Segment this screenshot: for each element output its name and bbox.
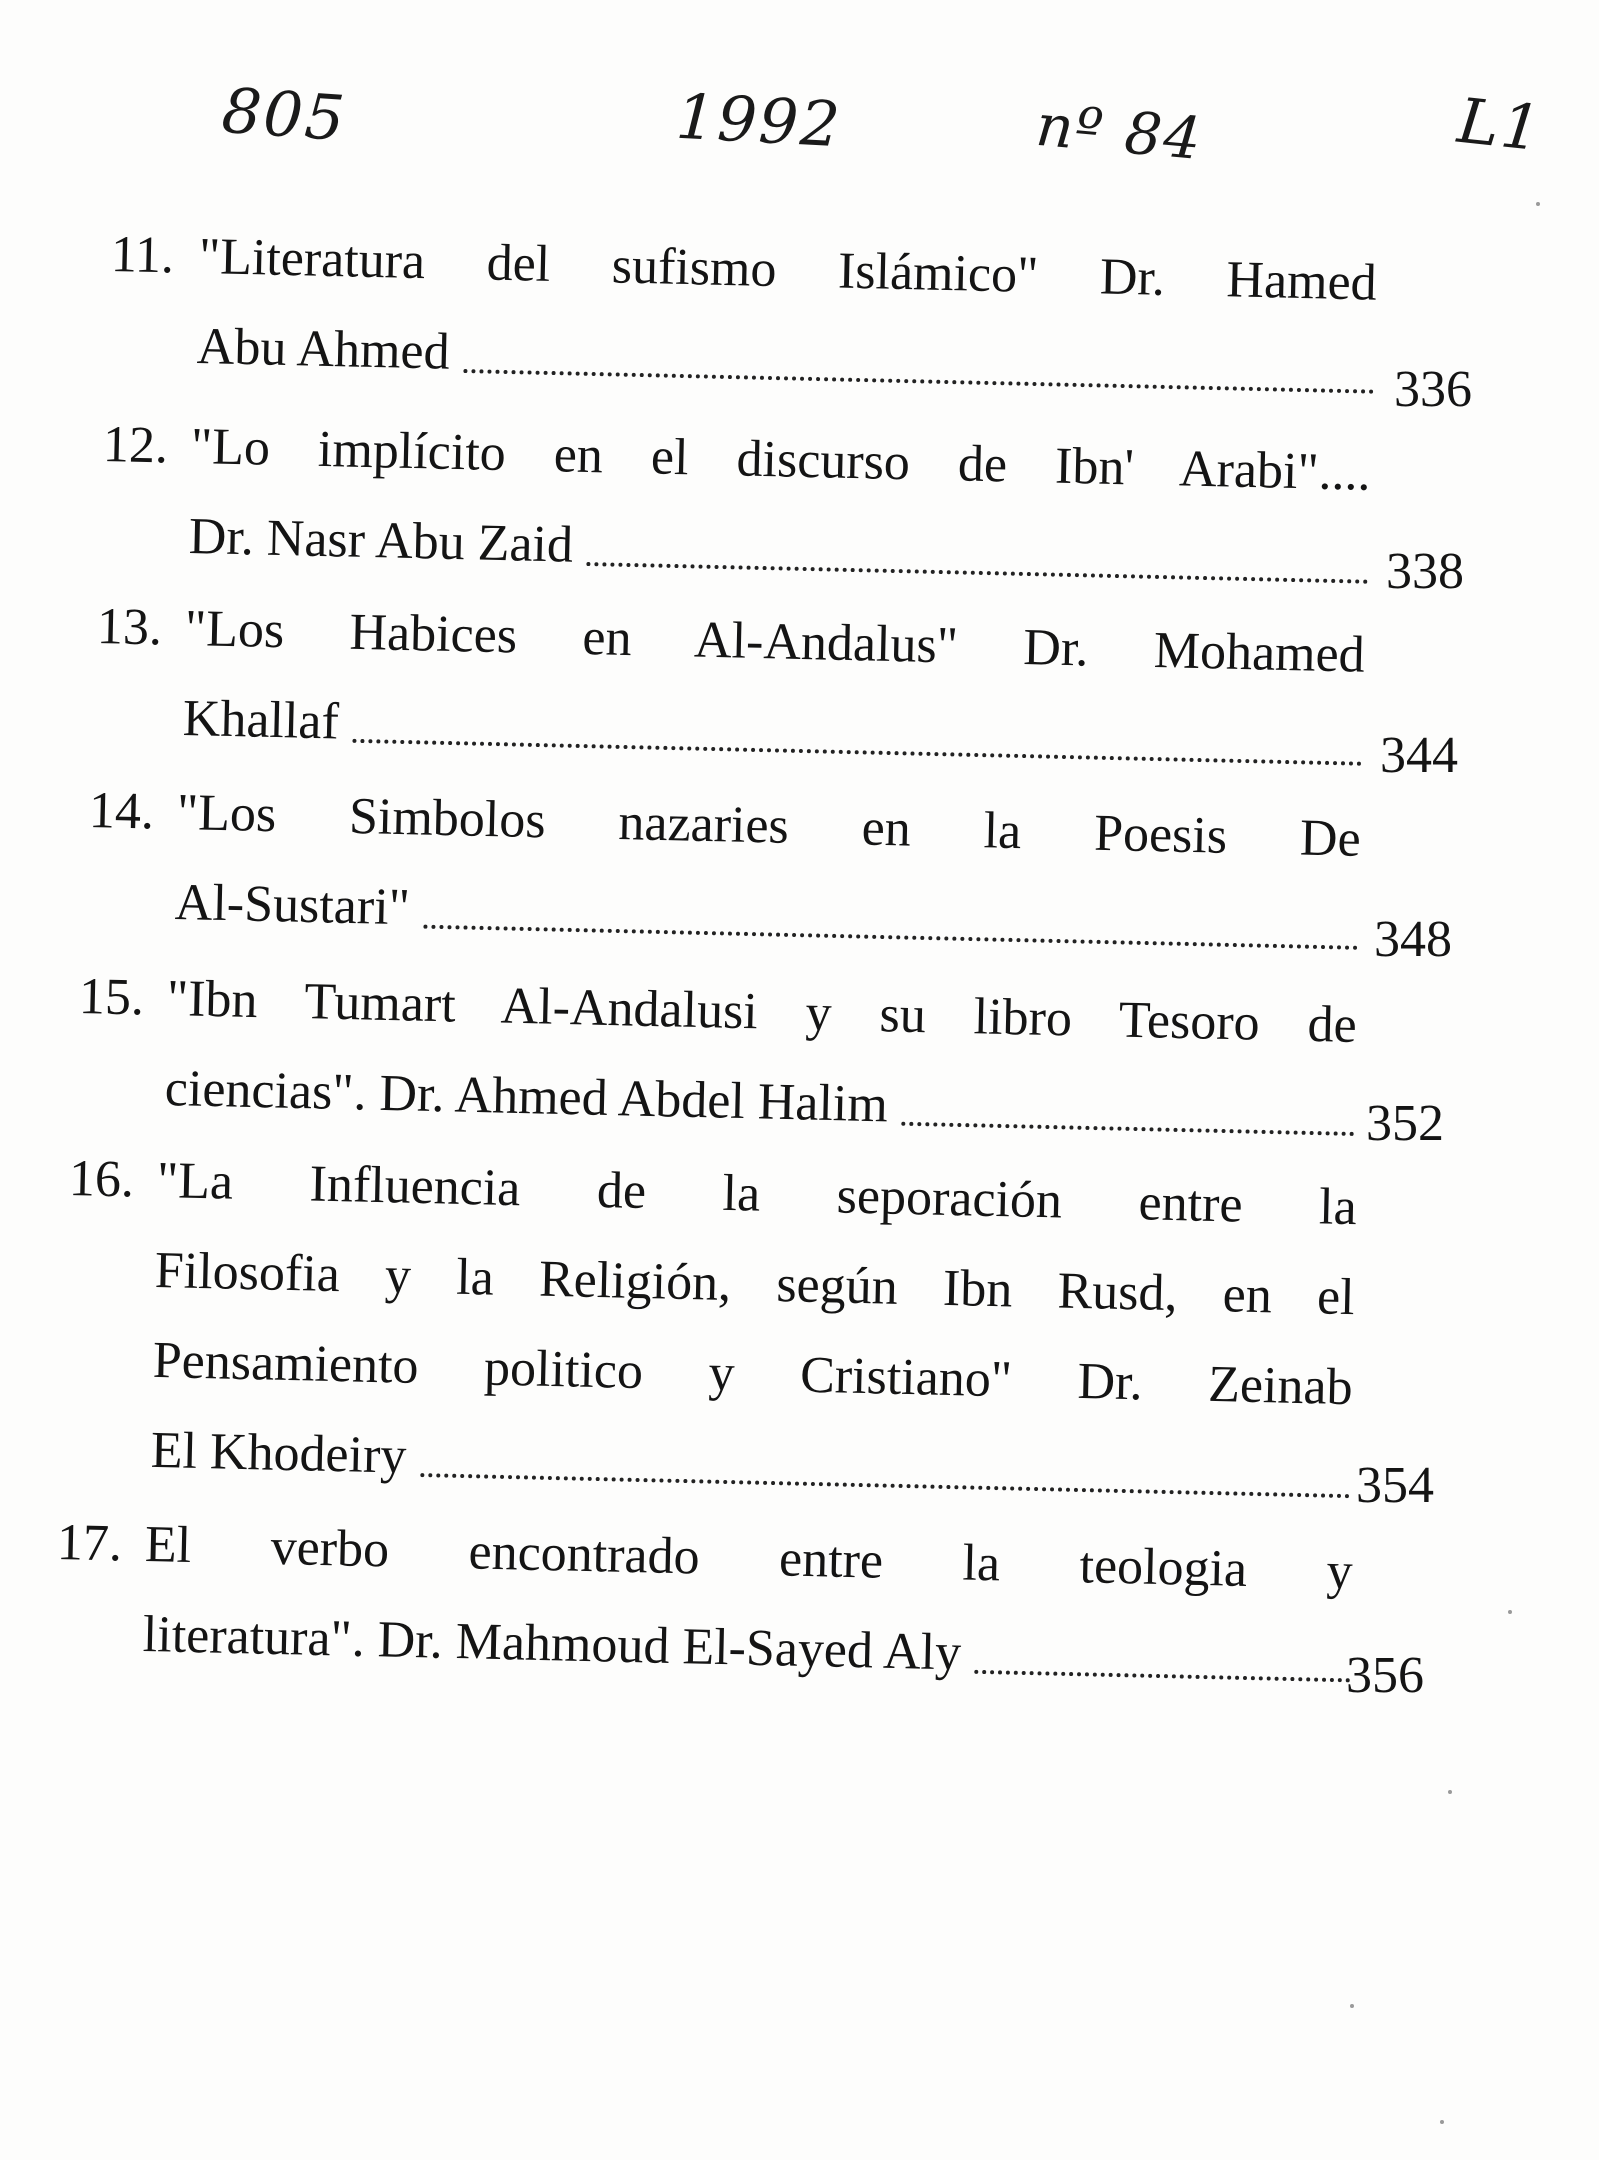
handwritten-note-year: 1992 <box>674 79 844 162</box>
handwritten-notes <box>0 60 1599 200</box>
entry-title <box>150 1136 1358 1523</box>
entry-title-line-text: literatura". Dr. Mahmoud El-Sayed Aly <box>142 1605 962 1682</box>
scan-speck <box>1448 1790 1452 1794</box>
entry-title-line-text: ciencias". Dr. Ahmed Abdel Halim <box>164 1059 889 1134</box>
entry-title-line: El verbo encontrado entre la teologia y <box>144 1515 1354 1601</box>
handwritten-note-number: nº 84 <box>1033 90 1206 174</box>
page-number: 348 <box>1374 911 1452 968</box>
handwritten-note-ref: 805 <box>219 73 349 156</box>
page-number: 338 <box>1386 543 1464 600</box>
dot-leader <box>975 1670 1351 1683</box>
scan-speck <box>1508 1610 1512 1614</box>
entry-number: 17. <box>56 1513 123 1573</box>
entry-title-line: "Lo implícito en el discurso de Ibn' Arabi".... <box>190 417 1372 502</box>
entry-title-line: "Los Habices en Al-Andalus" Dr. Mohamed <box>184 599 1366 684</box>
entry-title-line: Pensamiento politico y Cristiano" Dr. Zeinab <box>152 1331 1354 1417</box>
page-number: 336 <box>1394 361 1472 418</box>
dot-leader <box>463 369 1374 394</box>
page-number: 352 <box>1366 1095 1444 1152</box>
entry-number: 16. <box>68 1149 135 1209</box>
entry-title <box>174 768 1362 975</box>
entry-title-line: "Literatura del sufismo Islámico" Dr. Hamed <box>198 227 1378 312</box>
page-number: 356 <box>1346 1647 1424 1704</box>
entry-title-line-text: Al-Sustari" <box>174 873 411 937</box>
entry-number: 14. <box>88 781 155 841</box>
page-number: 354 <box>1356 1457 1434 1514</box>
entry-title-line-text: Dr. Nasr Abu Zaid <box>188 507 574 574</box>
dot-leader <box>420 1473 1350 1498</box>
entry-title <box>182 584 1366 791</box>
dot-leader <box>352 739 1362 766</box>
entry-title-line-text: Abu Ahmed <box>196 317 451 381</box>
entry-number: 12. <box>102 415 169 475</box>
scan-speck <box>1350 2004 1354 2008</box>
entry-title <box>196 212 1378 419</box>
entry-title-line-text: Khallaf <box>182 689 340 751</box>
entry-title-line: "La Influencia de la seporación entre la <box>156 1151 1358 1237</box>
dot-leader <box>901 1122 1354 1136</box>
entry-title <box>188 402 1372 609</box>
entry-number: 15. <box>78 967 145 1027</box>
entry-title-line: "Ibn Tumart Al-Andalusi y su libro Tesoro de <box>166 969 1358 1054</box>
entry-title <box>164 954 1358 1161</box>
scan-speck <box>1440 2120 1444 2124</box>
dot-leader <box>423 925 1358 950</box>
scan-speck <box>1536 202 1540 206</box>
dot-leader <box>587 562 1369 584</box>
handwritten-note-code: L1 <box>1454 83 1547 166</box>
entry-number: 13. <box>96 597 163 657</box>
entry-title-line-text: El Khodeiry <box>150 1421 408 1485</box>
entry-title-line: "Los Simbolos nazaries en la Poesis De <box>176 783 1362 868</box>
entry-title-line: Filosofia y la Religión, según Ibn Rusd, en el <box>154 1241 1356 1327</box>
page-number: 344 <box>1380 727 1458 784</box>
entry-title <box>142 1500 1354 1707</box>
entry-number: 11. <box>110 225 175 285</box>
